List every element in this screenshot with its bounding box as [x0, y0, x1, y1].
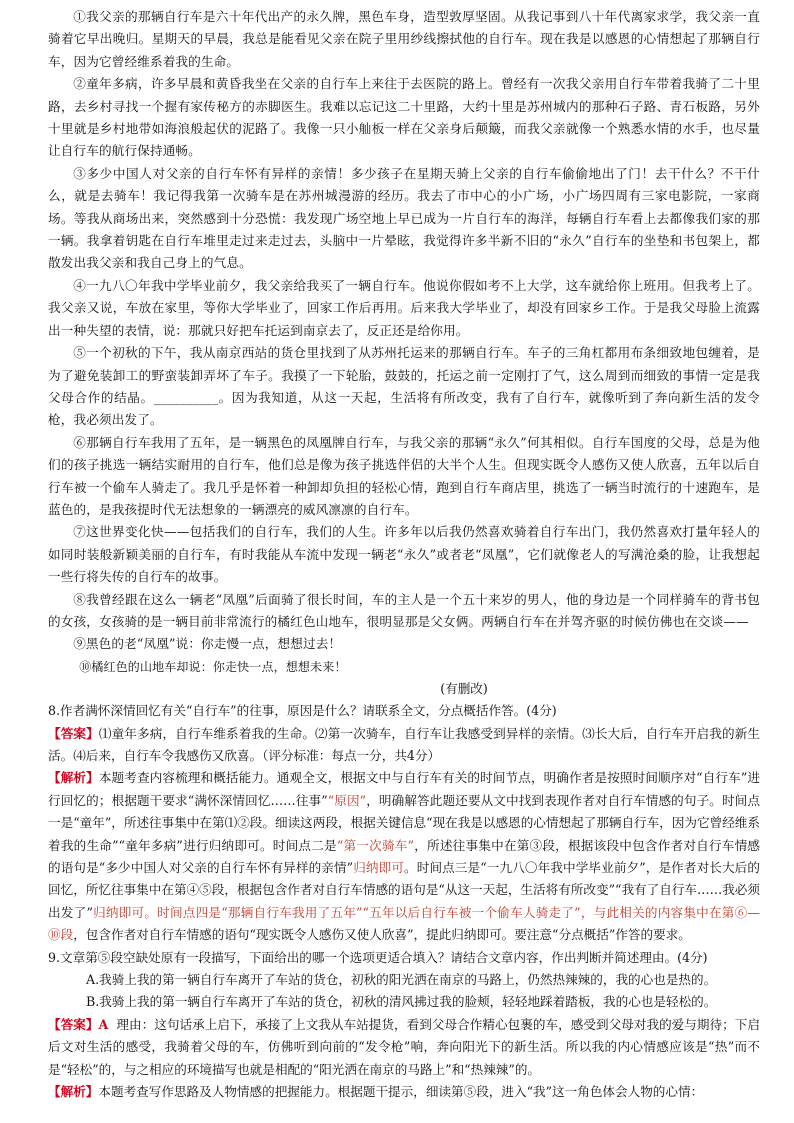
- question-9-block: [48, 947, 760, 1104]
- analysis-text: 本题考查写作思路及人物情感的把握能力。根据题干提示，细读第⑤段，进入“我”这一角色体会人物的心情：: [98, 1084, 704, 1100]
- fill-in-blank: __________: [153, 389, 219, 405]
- analysis-text: 。时间点三是“一九八〇年我中学毕业前夕”，是作者对长大后的回忆，所忆往事集中在第④⑤段，根据包含作者对自行车情感的语句是“从这一天起，生活将有所改变”“我有了自行车……我必须出发了”: [48, 860, 760, 920]
- answer-letter: A: [98, 1016, 109, 1032]
- paragraph-5: [48, 342, 760, 432]
- paragraph-2: ②童年多病，许多早晨和黄昏我坐在父亲的自行车上来往于去医院的路上。曾经有一次我父亲用自行车带着我骑了二十里路，去乡村寻找一个握有家传秘方的赤脚医生。我难以忘记这二十里路，大约十里是苏州城内的那种石子路、青石板路，另外十里就是乡村地带如海浪般起伏的泥路了。我像一只小舢板一样在父亲身后颠簸，而我父亲就像一个熟悉水情的水手，也尽量让自行车的航行保持通畅。: [48, 76, 760, 159]
- answer-text: ⑴童年多病，自行车维系着我的生命。⑵第一次骑车，自行车让我感受到异样的亲情。⑶长大后，自行车开启我的新生活。⑷后来，自行车令我感伤又欣喜。（评分标准：每点一分，共4分）: [48, 725, 761, 763]
- question-8: 8.作者满怀深情回忆有关“自行车”的往事，原因是什么？请联系全文，分点概括作答。(4分): [48, 703, 557, 719]
- analysis-highlight: 归纳即可。时间点四是“那辆自行车我用了五年”“五年以后自行车被一个偷车人骑走了”，与此相关的内容集中在第⑥—⑩段: [48, 904, 760, 943]
- analysis-text: ，包含作者对自行车情感的语句“现实既令人感伤又使人欣喜”，提此归纳即可。要注意“分点概括”作答的要求。: [73, 927, 691, 943]
- question-9-analysis: [48, 1081, 760, 1103]
- paragraph-6: ⑥那辆自行车我用了五年，是一辆黑色的凤凰牌自行车，与我父亲的那辆“永久”何其相似。自行车国度的父母，总是为他们的孩子挑选一辆结实耐用的自行车，他们总是像为孩子挑选伴侣的大半个人生。但现实既令人感伤又使人欣喜，五年以后自行车被一个偷车人骑走了。我几乎是怀着一种卸却负担的轻松心情，跑到自行车商店里，挑选了一辆当时流行的十速跑车，是蓝色的，是我孩提时代无法想象的一辆漂亮的威风凛凛的自行车。: [48, 434, 760, 517]
- question-8-analysis: [48, 767, 760, 946]
- analysis-highlight: 归纳即可: [353, 860, 405, 876]
- option-b: B.我骑上我的第一辆自行车离开了车站的货仓，初秋的清风拂过我的脸颊，轻轻地踩着踏板，我的心也是轻松的。: [86, 994, 717, 1010]
- question-9: 9.文章第⑤段空缺处原有一段描写，下面给出的哪一个选项更适合填入？请结合文章内容，作出判断并简述理由。(4分): [48, 949, 708, 965]
- reading-passage: [48, 6, 760, 700]
- paragraph-3: ③多少中国人对父亲的自行车怀有异样的亲情！多少孩子在星期天骑上父亲的自行车偷偷地出了门！去干什么？不干什么，就是去骑车！我记得我第一次骑车是在苏州城漫游的经历。我去了市中心的小广场，小广场四周有三家电影院，一家商场。等我从商场出来，突然感到十分恐慌：我发现广场空地上早已成为一片自行车的海洋，每辆自行车看上去都像我们家的那一辆。我拿着钥匙在自行车堆里走过来走过去，头脑中一片晕眩，我觉得许多半新不旧的“永久”自行车的坐垫和书包架上，都散发出我父亲和我自己身上的气息。: [48, 165, 760, 271]
- question-8-answer: [48, 723, 760, 768]
- paragraph-5-part-a: ⑤一个初秋的下午，我从南京西站的货仓里找到了从苏州托运来的那辆自行车。车子的三角杠都用布条细致地包缠着，是为了避免装卸工的野蛮装卸弄坏了车子。我摸了一下轮胎，鼓鼓的，托运之前一定刚打了气，这么周到而细致的事情一定是我父母合作的结晶。: [48, 345, 760, 405]
- paragraph-5-part-b: 。因为我知道，从这一天起，生活将有所改变，我有了自行车，就像听到了奔向新生活的发令枪，我必须出发了。: [48, 389, 760, 428]
- paragraph-7: ⑦这世界变化快——包括我们的自行车，我们的人生。许多年以后我仍然喜欢骑着自行车出门，我仍然喜欢打量年轻人的如同时装般新颖美丽的自行车，有时我能从车流中发现一辆老“永久”或者老“凤凰”，它们就像老人的写满沧桑的脸，让我想起一些行将失传的自行车的故事。: [48, 524, 760, 585]
- paragraph-10: ⑩橘红色的山地车却说：你走快一点，想想未来！: [79, 659, 347, 674]
- analysis-tag: 【解析】: [48, 770, 99, 786]
- analysis-text: ，明确解答此题还要从文中找到表现作者对自行车情感的句子。时间点一是“童年”，所述往事集中在第⑴②段。细读这两段，根据关键信息“现在我是以感恩的心情想起了那辆自行车，因为它曾经维系着我的生命”“童年多病”进行归纳即可。时间点二是: [48, 792, 760, 853]
- abridged-note: (有删改): [440, 681, 488, 697]
- analysis-tag: 【解析】: [48, 1084, 99, 1100]
- answer-tag: 【答案】: [48, 1016, 99, 1032]
- paragraph-1: ①我父亲的那辆自行车是六十年代出产的永久牌，黑色车身，造型敦厚坚固。从我记事到八十年代离家求学，我父亲一直骑着它早出晚归。星期天的早晨，我总是能看见父亲在院子里用纱线擦拭他的自行车。现在我是以感恩的心情想起了那辆自行车，因为它曾经维系着我的生命。: [48, 9, 760, 69]
- option-a: A.我骑上我的第一辆自行车离开了车站的货仓，初秋的阳光洒在南京的马路上，仍然热辣辣的，我的心也是热的。: [86, 972, 717, 988]
- question-8-block: [48, 700, 760, 946]
- paragraph-9: ⑨黑色的老“凤凰”说：你走慢一点，想想过去！: [73, 636, 342, 652]
- answer-tag: 【答案】: [48, 725, 99, 741]
- analysis-text: 本题考查内容梳理和概括能力。通观全文，根据文中与自行车有关的时间节点，明确作者是按照时间顺序对“自行车”进行回忆的；根据题干要求“满怀深情回忆……往事”: [48, 770, 760, 808]
- answer-text: 理由：这句话承上启下，承接了上文我从车站提货，看到父母合作精心包裹的车，感受到父母对我的爱与期待；下启后文对生活的感受，我骑着父母的车，仿佛听到向前的“发令枪”响，奔向阳光下的新生活。所以我的内心情感应该是“热”而不是“轻松”的，与之相应的环境描写也就是相配的“阳光洒在南京的马路上”和“热辣辣”的。: [48, 1016, 761, 1077]
- analysis-highlight: “原因”: [327, 792, 367, 808]
- analysis-highlight: “第一次骑车”: [336, 837, 415, 853]
- paragraph-8: ⑧我曾经跟在这么一辆老“凤凰”后面骑了很长时间，车的主人是一个五十来岁的男人，他的身边是一个同样骑车的背书包的女孩，女孩骑的是一辆目前非常流行的橘红色山地车，很明显那是父女俩。两辆自行车在并驾齐驱的时候仿佛也在交谈——: [48, 591, 760, 629]
- paragraph-4: ④一九八〇年我中学毕业前夕，我父亲给我买了一辆自行车。他说你假如考不上大学，这车就给你上班用。但我考上了。我父亲又说，车放在家里，等你大学毕业了，回家工作后再用。后来我大学毕业了，却没有回家乡工作。于是我父母脸上流露出一种失望的表情，说：那就只好把车托运到南京去了，反正还是给你用。: [48, 277, 760, 338]
- analysis-text: ，所述往事集中在第③段，根据该段中包含作者对自行车情感的语句是“多少中国人对父亲的自行车怀有异样的亲情”: [48, 837, 760, 876]
- question-9-answer: [48, 1014, 760, 1081]
